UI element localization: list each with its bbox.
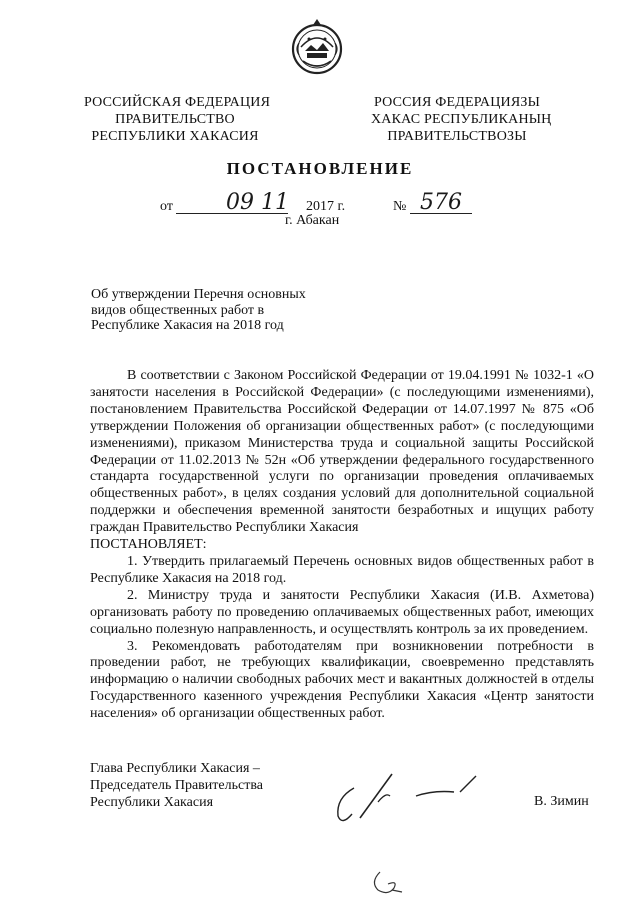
header-right-line: ПРАВИТЕЛЬСТВОЗЫ — [387, 129, 527, 144]
khakassia-coat-of-arms-icon — [289, 17, 345, 75]
signatory-position-line: Республики Хакасия — [90, 795, 214, 810]
handwritten-number: 576 — [420, 190, 462, 215]
subject-line: видов общественных работ в — [91, 302, 265, 318]
handwritten-signature — [330, 762, 500, 832]
subject-line: Республике Хакасия на 2018 год — [91, 318, 284, 333]
signatory-position — [90, 760, 263, 811]
number-label: № — [393, 199, 407, 214]
header-left — [84, 94, 271, 145]
header-right — [371, 94, 552, 145]
header-right-line: ХАКАС РЕСПУБЛИКАНЫҢ — [371, 112, 552, 127]
document-body — [90, 368, 594, 723]
header-right-line: РОССИЯ ФЕДЕРАЦИЯЗЫ — [373, 95, 541, 110]
signatory-position-line: Глава Республики Хакасия – — [90, 761, 260, 776]
handwritten-mark — [368, 866, 408, 896]
body-paragraph: 2. Министру труда и занятости Республики Хакасия (И.В. Ахметова) организовать работу по проведению оплачиваемых общественных работ, имеющих социально полезную направленность, и осуществлять контроль за их проведением. — [90, 587, 594, 637]
document-title: ПОСТАНОВЛЕНИЕ — [226, 159, 414, 178]
subject-line: Об утверждении Перечня основных — [91, 287, 306, 302]
year-label: 2017 г. — [306, 199, 346, 214]
header-left-line: РЕСПУБЛИКИ ХАКАСИЯ — [91, 129, 259, 144]
signatory-name: В. Зимин — [534, 794, 589, 809]
resolves-heading: ПОСТАНОВЛЯЕТ: — [90, 537, 207, 553]
document-subject — [91, 287, 333, 334]
body-paragraph: 1. Утвердить прилагаемый Перечень основных видов общественных работ в Республике Хакасия на 2018 год. — [90, 553, 594, 586]
body-paragraph: 3. Рекомендовать работодателям при возникновении потребности в проведении работ, не требующих квалификации, своевременно представлять информацию о наличии свободных рабочих мест и вакантных должностей в отделы Государственного казенного учреждения Республики Хакасия «Центр занятости населения» об организации общественных работ. — [90, 638, 594, 722]
header-left-line: ПРАВИТЕЛЬСТВО — [115, 112, 235, 127]
header-left-line: РОССИЙСКАЯ ФЕДЕРАЦИЯ — [84, 95, 271, 110]
body-paragraph: В соответствии с Законом Российской Федерации от 19.04.1991 № 1032-1 «О занятости населения в Российской Федерации» (с последующими изменениями), постановлением Правительства Российской Федерации от 14.07.1997 № 875 «Об утверждении Положения об организации общественных работ» (с последующими изменениями), приказом Министерства труда и социальной защиты Российской Федерации от 11.02.2013 № 52н «Об утверждении федерального государственного стандарта государственной услуги по организации проведения оплачиваемых общественных работ», в целях создания условий для дополнительной социальной поддержки и обеспечения временной занятости безработных и ищущих работу граждан Правительство Республики Хакасия — [90, 368, 594, 536]
city-label: г. Абакан — [285, 213, 340, 228]
signatory-position-line: Председатель Правительства — [90, 778, 263, 793]
handwritten-date: 09 11 — [226, 190, 289, 215]
date-from-label: от — [160, 199, 173, 214]
